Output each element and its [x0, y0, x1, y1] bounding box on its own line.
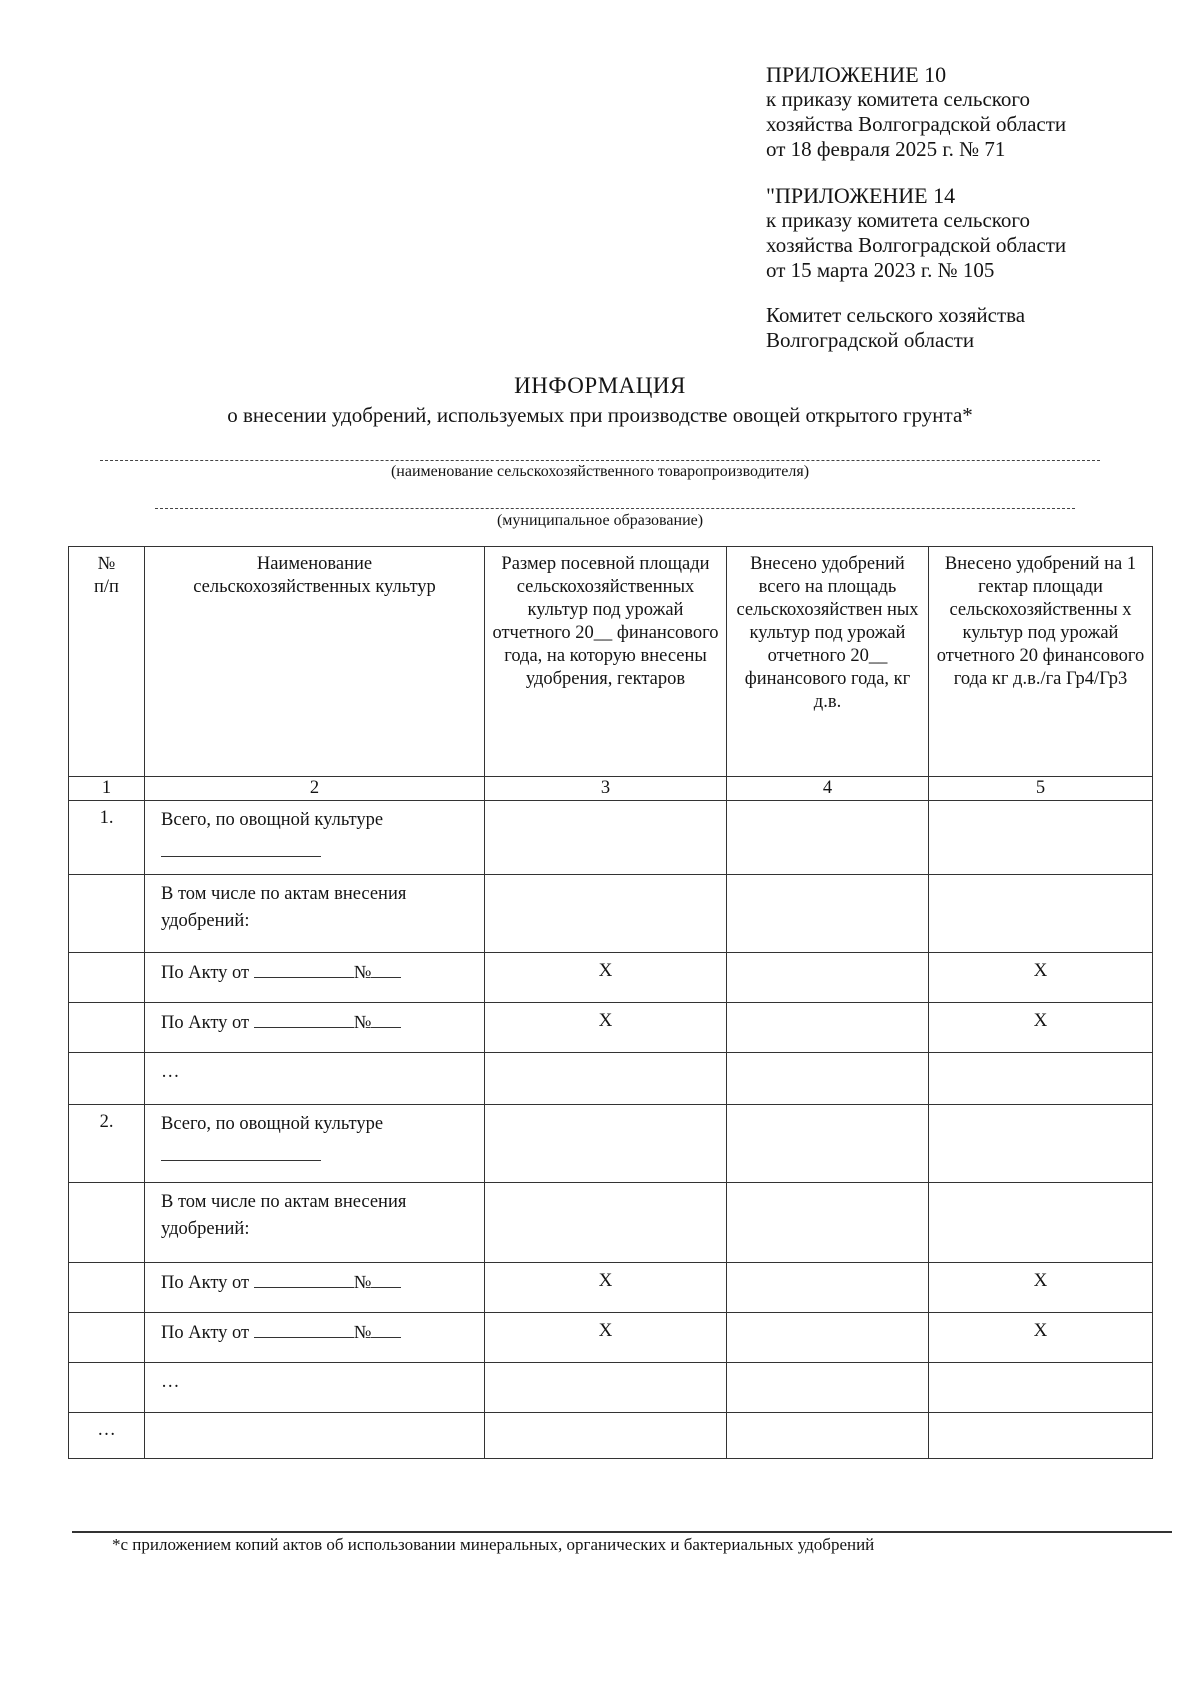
x-mark: X	[929, 1313, 1153, 1363]
act-number-blank	[371, 1271, 401, 1288]
including-acts-line2: удобрений:	[161, 1219, 250, 1239]
header-col5: Внесено удобрений на 1 гектар площади сельскохозяйственны х культур под урожай отчетного 20 финансового года кг д.в./га Гр4/Гр3	[929, 547, 1153, 777]
fertilizer-total-cell	[727, 801, 929, 875]
empty-cell	[485, 1183, 727, 1263]
empty-cell	[929, 1363, 1153, 1413]
act-date-blank	[254, 1271, 354, 1288]
crop-name-blank	[161, 1144, 321, 1161]
row-number: 1.	[69, 801, 145, 875]
footnote-rule	[72, 1531, 1172, 1533]
fertilizer-table-wrap	[68, 546, 1153, 1459]
crop-total-cell	[145, 1105, 485, 1183]
empty-cell	[727, 1313, 929, 1363]
area-cell	[485, 801, 727, 875]
column-index-row	[69, 777, 1153, 801]
crop-total-label: Всего, по овощной культуре	[161, 1114, 384, 1134]
act-number-sign: №	[353, 1323, 372, 1343]
including-acts-line1: В том числе по актам внесения	[161, 1192, 407, 1212]
empty-cell	[929, 1053, 1153, 1105]
act-date-blank	[254, 1321, 354, 1338]
appendix-current-line1: к приказу комитета сельского	[766, 87, 1031, 111]
empty-cell	[69, 875, 145, 953]
act-number-sign: №	[353, 963, 372, 983]
producer-caption: (наименование сельскохозяйственного товаропроизводителя)	[390, 463, 810, 480]
column-index: 4	[727, 777, 929, 801]
x-mark: X	[929, 1263, 1153, 1313]
empty-cell	[485, 875, 727, 953]
ellipsis: …	[145, 1053, 485, 1105]
empty-cell	[69, 1003, 145, 1053]
empty-cell	[929, 875, 1153, 953]
empty-cell	[727, 875, 929, 953]
empty-cell	[69, 1263, 145, 1313]
appendix-current-title: ПРИЛОЖЕНИЕ 10	[766, 62, 947, 87]
table-row	[69, 1363, 1153, 1413]
act-row-label	[145, 1003, 485, 1053]
act-label: По Акту от	[161, 1273, 250, 1293]
act-label: По Акту от	[161, 1013, 250, 1033]
empty-cell	[727, 1363, 929, 1413]
appendix-prior-line3: от 15 марта 2023 г. № 105	[766, 258, 995, 282]
act-date-blank	[254, 961, 354, 978]
table-row	[69, 1313, 1153, 1363]
act-number-blank	[371, 1011, 401, 1028]
table-row	[69, 1183, 1153, 1263]
table-row	[69, 1105, 1153, 1183]
x-mark: X	[485, 1003, 727, 1053]
fertilizer-per-ha-cell	[929, 801, 1153, 875]
column-index: 1	[69, 777, 145, 801]
appendix-current-block	[766, 62, 1066, 162]
empty-cell	[727, 1003, 929, 1053]
fertilizer-table	[68, 546, 1153, 1459]
empty-cell	[727, 1413, 929, 1459]
addressee-line1: Комитет сельского хозяйства	[766, 303, 1026, 327]
addressee-block	[766, 303, 1025, 353]
header-col2	[145, 547, 485, 777]
act-number-blank	[371, 961, 401, 978]
appendix-prior-title: "ПРИЛОЖЕНИЕ 14	[766, 183, 956, 208]
empty-cell	[69, 1053, 145, 1105]
column-index: 3	[485, 777, 727, 801]
area-cell	[485, 1105, 727, 1183]
appendix-current-line3: от 18 февраля 2025 г. № 71	[766, 137, 1006, 161]
column-index: 2	[145, 777, 485, 801]
empty-cell	[727, 953, 929, 1003]
act-date-blank	[254, 1011, 354, 1028]
empty-cell	[69, 1363, 145, 1413]
act-label: По Акту от	[161, 1323, 250, 1343]
header-col1-line2: п/п	[94, 577, 119, 597]
empty-cell	[485, 1053, 727, 1105]
empty-cell	[485, 1413, 727, 1459]
header-col4: Внесено удобрений всего на площадь сельскохозяйствен ных культур под урожай отчетного 20__ финансового года, кг д.в.	[727, 547, 929, 777]
header-col2-line2: сельскохозяйственных культур	[193, 577, 436, 597]
document-title: ИНФОРМАЦИЯ	[514, 373, 686, 398]
header-col1	[69, 547, 145, 777]
including-acts-line2: удобрений:	[161, 911, 250, 931]
empty-cell	[929, 1183, 1153, 1263]
act-row-label	[145, 1263, 485, 1313]
header-col3: Размер посевной площади сельскохозяйственных культур под урожай отчетного 20__ финансового года, на которую внесены удобрения, гектаров	[485, 547, 727, 777]
empty-cell	[69, 953, 145, 1003]
act-row-label	[145, 1313, 485, 1363]
table-row	[69, 1053, 1153, 1105]
header-col1-line1: №	[97, 554, 116, 574]
empty-cell	[69, 1313, 145, 1363]
appendix-prior-line1: к приказу комитета сельского	[766, 208, 1031, 232]
x-mark: X	[485, 1313, 727, 1363]
empty-cell	[69, 1183, 145, 1263]
fertilizer-total-cell	[727, 1105, 929, 1183]
addressee-line2: Волгоградской области	[766, 328, 975, 352]
x-mark: X	[485, 953, 727, 1003]
empty-cell	[727, 1263, 929, 1313]
empty-cell	[727, 1053, 929, 1105]
including-acts-cell	[145, 875, 485, 953]
table-row	[69, 801, 1153, 875]
act-label: По Акту от	[161, 963, 250, 983]
table-row	[69, 875, 1153, 953]
table-row	[69, 1413, 1153, 1459]
row-number: 2.	[69, 1105, 145, 1183]
including-acts-line1: В том числе по актам внесения	[161, 884, 407, 904]
x-mark: X	[929, 1003, 1153, 1053]
crop-total-label: Всего, по овощной культуре	[161, 810, 384, 830]
footnote: *с приложением копий актов об использовании минеральных, органических и бактериальных удобрений	[112, 1535, 875, 1554]
table-row	[69, 953, 1153, 1003]
producer-fill-line	[100, 460, 1100, 461]
empty-cell	[145, 1413, 485, 1459]
including-acts-cell	[145, 1183, 485, 1263]
act-row-label	[145, 953, 485, 1003]
appendix-prior-block	[766, 183, 1066, 283]
x-mark: X	[929, 953, 1153, 1003]
act-number-sign: №	[353, 1273, 372, 1293]
empty-cell	[485, 1363, 727, 1413]
crop-name-blank	[161, 840, 321, 857]
x-mark: X	[485, 1263, 727, 1313]
ellipsis: …	[145, 1363, 485, 1413]
crop-total-cell	[145, 801, 485, 875]
appendix-prior-line2: хозяйства Волгоградской области	[766, 233, 1067, 257]
header-row	[69, 547, 1153, 777]
municipality-caption: (муниципальное образование)	[496, 512, 704, 529]
empty-cell	[929, 1413, 1153, 1459]
header-col2-line1: Наименование	[256, 554, 373, 574]
fertilizer-per-ha-cell	[929, 1105, 1153, 1183]
document-subtitle: о внесении удобрений, используемых при производстве овощей открытого грунта*	[227, 403, 973, 427]
act-number-blank	[371, 1321, 401, 1338]
table-row	[69, 1003, 1153, 1053]
empty-cell	[727, 1183, 929, 1263]
final-ellipsis: …	[69, 1413, 145, 1459]
municipality-fill-line	[155, 508, 1075, 509]
column-index: 5	[929, 777, 1153, 801]
table-row	[69, 1263, 1153, 1313]
act-number-sign: №	[353, 1013, 372, 1033]
appendix-current-line2: хозяйства Волгоградской области	[766, 112, 1067, 136]
